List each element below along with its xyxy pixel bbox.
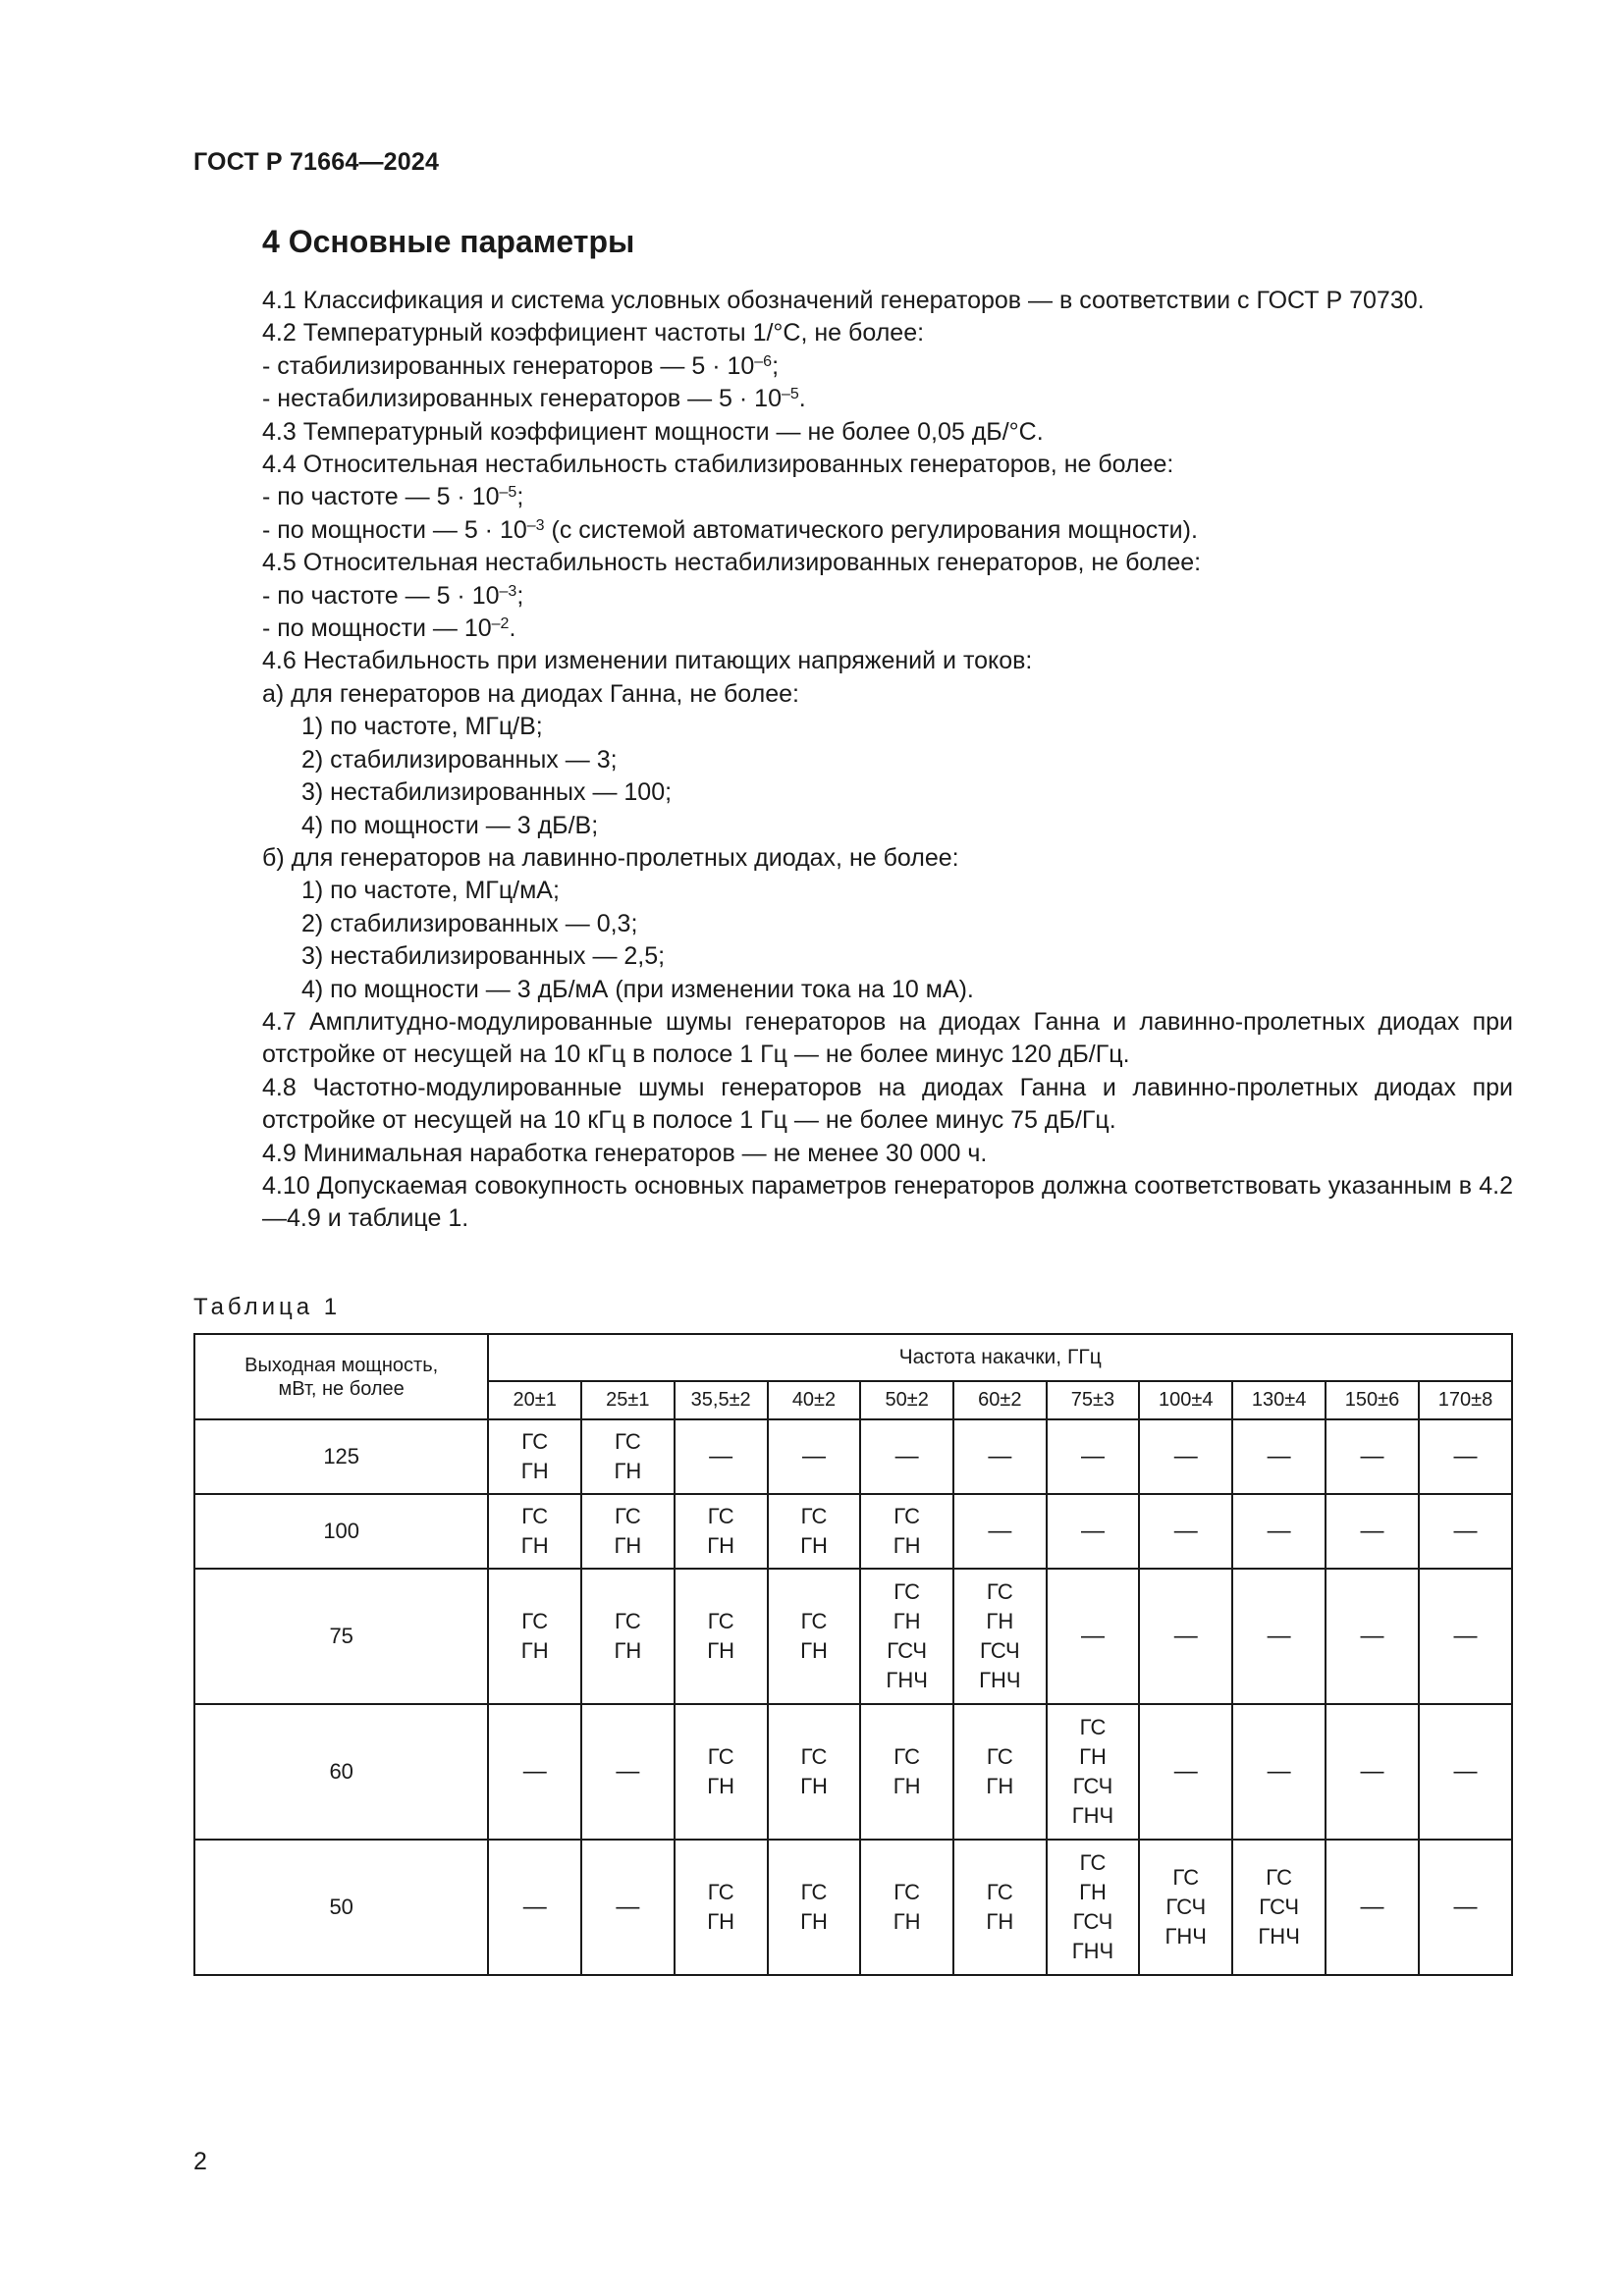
table-cell: [1047, 1569, 1140, 1704]
cell-content: [489, 1757, 580, 1787]
list-item: [193, 580, 1513, 613]
cell-content: [1326, 1622, 1418, 1651]
generator-code: ГН: [707, 1638, 735, 1663]
table-cell: [581, 1419, 675, 1494]
list-item-tail: (с системой автоматического регулирования мощности).: [544, 515, 1198, 544]
table-row: [194, 1569, 1512, 1704]
parameters-table: [193, 1333, 1513, 1976]
cell-content: [1140, 1622, 1231, 1651]
generator-code: ГН: [893, 1609, 921, 1633]
cell-content: [489, 1893, 580, 1922]
generator-code: ГС: [614, 1429, 641, 1454]
cell-content: [582, 1757, 674, 1787]
cell-content: [582, 1427, 674, 1486]
paragraph-4-10: 4.10 Допускаемая совокупность основных параметров генераторов должна соответствовать указанным в 4.2—4.9 и таблице 1.: [262, 1171, 1513, 1233]
generator-code: ГН: [614, 1459, 642, 1483]
generator-code: ГС: [893, 1504, 921, 1528]
generator-code: ГС: [893, 1579, 921, 1604]
group-header-cell: Частота накачки, ГГц: [488, 1334, 1512, 1381]
table-cell: [1419, 1569, 1512, 1704]
list-item: 4) по мощности — 3 дБ/В;: [301, 811, 599, 839]
cell-content: [489, 1607, 580, 1666]
table-cell: [581, 1840, 675, 1975]
generator-code: ГС: [986, 1579, 1013, 1604]
exponent: –2: [491, 615, 510, 633]
table-cell: [581, 1704, 675, 1840]
cell-content: [1326, 1757, 1418, 1787]
table-cell: [1419, 1494, 1512, 1569]
list-item: [193, 350, 1513, 383]
generator-code: ГН: [520, 1533, 549, 1558]
paragraph-4-9: 4.9 Минимальная наработка генераторов — не менее 30 000 ч.: [262, 1139, 988, 1167]
list-item-text: - стабилизированных генераторов — 5 · 10: [262, 351, 755, 380]
table-cell: [488, 1569, 581, 1704]
list-item: 3) нестабилизированных — 2,5;: [301, 942, 666, 971]
table-cell: [675, 1419, 768, 1494]
cell-content: [954, 1517, 1046, 1546]
table-cell: [860, 1419, 953, 1494]
generator-code: ГН: [800, 1533, 828, 1558]
paragraph-4-6: 4.6 Нестабильность при изменении питающих напряжений и токов:: [262, 647, 1033, 675]
table-cell: [675, 1840, 768, 1975]
generator-code: ГС: [614, 1504, 641, 1528]
generator-code: ГС: [707, 1744, 734, 1769]
cell-content: [954, 1878, 1046, 1937]
cell-content: [676, 1742, 767, 1801]
dash-mark: —: [1453, 1518, 1478, 1544]
dash-mark: —: [1360, 1758, 1384, 1785]
cell-content: [582, 1607, 674, 1666]
dash-mark: —: [1080, 1518, 1105, 1544]
cell-content: [1140, 1442, 1231, 1471]
table-body: [194, 1419, 1512, 1975]
cell-content: [1233, 1622, 1325, 1651]
page-number: 2: [193, 2148, 207, 2175]
table-cell: [953, 1569, 1047, 1704]
exponent: –3: [499, 582, 517, 600]
column-header: 35,5±2: [675, 1381, 768, 1419]
table-cell: [1232, 1494, 1326, 1569]
generator-code: ГС: [986, 1880, 1013, 1904]
column-header: 100±4: [1139, 1381, 1232, 1419]
dash-mark: —: [1360, 1894, 1384, 1920]
exponent: –6: [754, 352, 773, 370]
generator-code: ГН: [520, 1638, 549, 1663]
exponent: –5: [499, 484, 517, 502]
cell-content: [1048, 1517, 1139, 1546]
generator-code: ГН: [986, 1774, 1014, 1798]
table-cell: [675, 1494, 768, 1569]
generator-code: ГСЧ: [1072, 1909, 1113, 1934]
table-cell: [953, 1840, 1047, 1975]
table-cell: [860, 1569, 953, 1704]
exponent: –3: [526, 516, 545, 534]
table-cell: [1139, 1419, 1232, 1494]
power-cell: 60: [194, 1704, 488, 1840]
generator-code: ГН: [520, 1459, 549, 1483]
dash-mark: —: [616, 1758, 640, 1785]
generator-code: ГНЧ: [979, 1668, 1021, 1692]
table-cell: [1139, 1840, 1232, 1975]
cell-content: [1048, 1442, 1139, 1471]
table-cell: [1326, 1569, 1419, 1704]
generator-code: ГС: [800, 1744, 828, 1769]
cell-content: [861, 1878, 952, 1937]
list-item-tail: ;: [516, 483, 524, 511]
document-body: [193, 285, 1513, 1236]
cell-content: [1140, 1517, 1231, 1546]
cell-content: [676, 1607, 767, 1666]
table-cell: [1139, 1569, 1232, 1704]
table-cell: [1047, 1704, 1140, 1840]
cell-content: [1233, 1517, 1325, 1546]
paragraph-4-7: 4.7 Амплитудно-модулированные шумы генераторов на диодах Ганна и лавинно-пролетных диодах при отстройке от несущей на 10 кГц в полосе 1 Гц — не более минус 120 дБ/Гц.: [262, 1007, 1513, 1069]
generator-code: ГН: [800, 1774, 828, 1798]
table-cell: [1232, 1569, 1326, 1704]
document-code: ГОСТ Р 71664—2024: [193, 148, 440, 176]
generator-code: ГС: [893, 1880, 921, 1904]
table-cell: [1047, 1494, 1140, 1569]
generator-code: ГС: [800, 1504, 828, 1528]
paragraph-4-4: 4.4 Относительная нестабильность стабилизированных генераторов, не более:: [262, 451, 1174, 479]
dash-mark: —: [988, 1443, 1012, 1469]
cell-content: [1420, 1622, 1511, 1651]
dash-mark: —: [802, 1443, 826, 1469]
generator-code: ГС: [800, 1880, 828, 1904]
power-cell: 75: [194, 1569, 488, 1704]
generator-code: ГН: [893, 1774, 921, 1798]
list-item-tail: ;: [772, 351, 780, 380]
list-item-text: - по мощности — 5 · 10: [262, 515, 527, 544]
cell-content: [1326, 1517, 1418, 1546]
generator-code: ГСЧ: [979, 1638, 1020, 1663]
table-caption: Таблица 1: [193, 1294, 342, 1320]
table-cell: [1326, 1704, 1419, 1840]
table-cell: [768, 1840, 861, 1975]
generator-code: ГН: [614, 1533, 642, 1558]
list-item-tail: .: [798, 385, 806, 413]
cell-content: [861, 1742, 952, 1801]
list-item-text: - по частоте — 5 · 10: [262, 581, 500, 610]
cell-content: [861, 1577, 952, 1695]
generator-code: ГС: [707, 1504, 734, 1528]
dash-mark: —: [1453, 1443, 1478, 1469]
table-cell: [488, 1840, 581, 1975]
column-header: 25±1: [581, 1381, 675, 1419]
generator-code: ГСЧ: [887, 1638, 928, 1663]
cell-content: [1140, 1863, 1231, 1951]
list-item-text: - нестабилизированных генераторов — 5 · 10: [262, 385, 782, 413]
column-header: 170±8: [1419, 1381, 1512, 1419]
table-cell: [860, 1840, 953, 1975]
generator-code: ГН: [707, 1533, 735, 1558]
cell-content: [769, 1502, 860, 1561]
cell-content: [769, 1442, 860, 1471]
paragraph-4-1: 4.1 Классификация и система условных обозначений генераторов — в соответствии с ГОСТ Р 70730.: [262, 287, 1425, 314]
table-cell: [953, 1494, 1047, 1569]
list-item: 3) нестабилизированных — 100;: [301, 778, 673, 807]
generator-code: ГС: [1266, 1865, 1293, 1890]
generator-code: ГН: [800, 1638, 828, 1663]
generator-code: ГС: [614, 1609, 641, 1633]
table-cell: [768, 1704, 861, 1840]
table-cell: [860, 1704, 953, 1840]
column-header: 60±2: [953, 1381, 1047, 1419]
table-cell: [488, 1494, 581, 1569]
generator-code: ГСЧ: [1165, 1895, 1207, 1919]
generator-code: ГНЧ: [1071, 1939, 1114, 1963]
cell-content: [582, 1893, 674, 1922]
list-item: 2) стабилизированных — 0,3;: [301, 909, 638, 937]
dash-mark: —: [1360, 1623, 1384, 1649]
dash-mark: —: [1453, 1758, 1478, 1785]
column-header: 150±6: [1326, 1381, 1419, 1419]
dash-mark: —: [709, 1443, 733, 1469]
cell-content: [676, 1442, 767, 1471]
generator-code: ГНЧ: [1258, 1924, 1300, 1949]
dash-mark: —: [1360, 1518, 1384, 1544]
cell-content: [1420, 1757, 1511, 1787]
generator-code: ГНЧ: [1071, 1803, 1114, 1828]
dash-mark: —: [1453, 1894, 1478, 1920]
table-cell: [488, 1704, 581, 1840]
list-item: 1) по частоте, МГц/В;: [301, 713, 543, 741]
generator-code: ГС: [521, 1504, 549, 1528]
generator-code: ГС: [893, 1744, 921, 1769]
table-cell: [1232, 1704, 1326, 1840]
cell-content: [1048, 1622, 1139, 1651]
column-header: 40±2: [768, 1381, 861, 1419]
list-item-text: - по частоте — 5 · 10: [262, 483, 500, 511]
paragraph-4-5: 4.5 Относительная нестабильность нестабилизированных генераторов, не более:: [262, 549, 1202, 577]
table-cell: [1139, 1494, 1232, 1569]
table-cell: [1419, 1419, 1512, 1494]
cell-content: [1326, 1442, 1418, 1471]
table-cell: [1047, 1840, 1140, 1975]
paragraph-4-2: 4.2 Температурный коэффициент частоты 1/°C, не более:: [262, 319, 925, 347]
cell-content: [1420, 1442, 1511, 1471]
dash-mark: —: [894, 1443, 919, 1469]
list-item: [193, 481, 1513, 513]
generator-code: ГС: [521, 1609, 549, 1633]
cell-content: [1420, 1517, 1511, 1546]
generator-code: ГН: [707, 1774, 735, 1798]
generator-code: ГС: [1172, 1865, 1200, 1890]
power-cell: 100: [194, 1494, 488, 1569]
generator-code: ГН: [1079, 1744, 1107, 1769]
list-item: а) для генераторов на диодах Ганна, не более:: [262, 679, 799, 708]
table-cell: [1139, 1704, 1232, 1840]
generator-code: ГС: [707, 1880, 734, 1904]
column-header: 75±3: [1047, 1381, 1140, 1419]
dash-mark: —: [1173, 1758, 1198, 1785]
cell-content: [1048, 1848, 1139, 1966]
generator-code: ГН: [986, 1609, 1014, 1633]
list-item-tail: .: [509, 614, 516, 643]
cell-content: [861, 1502, 952, 1561]
cell-content: [1326, 1893, 1418, 1922]
generator-code: ГН: [893, 1533, 921, 1558]
cell-content: [769, 1607, 860, 1666]
column-header: 130±4: [1232, 1381, 1326, 1419]
dash-mark: —: [1453, 1623, 1478, 1649]
table-cell: [675, 1569, 768, 1704]
list-item: 1) по частоте, МГц/мА;: [301, 877, 560, 905]
generator-code: ГН: [800, 1909, 828, 1934]
cell-content: [769, 1742, 860, 1801]
column-header: 20±1: [488, 1381, 581, 1419]
dash-mark: —: [1267, 1443, 1291, 1469]
cell-content: [489, 1502, 580, 1561]
row-header-cell: [194, 1334, 488, 1419]
table-cell: [675, 1704, 768, 1840]
cell-content: [861, 1442, 952, 1471]
dash-mark: —: [1360, 1443, 1384, 1469]
paragraph-4-3: 4.3 Температурный коэффициент мощности — не более 0,05 дБ/°С.: [262, 417, 1044, 446]
table-cell: [1419, 1704, 1512, 1840]
table-cell: [768, 1494, 861, 1569]
row-header-label: Выходная мощность, мВт, не более: [244, 1354, 439, 1400]
table-row: [194, 1494, 1512, 1569]
generator-code: ГСЧ: [1072, 1774, 1113, 1798]
section-title: 4 Основные параметры: [262, 224, 635, 259]
dash-mark: —: [1267, 1518, 1291, 1544]
table-row: [194, 1840, 1512, 1975]
table-row: [194, 1704, 1512, 1840]
dash-mark: —: [522, 1894, 547, 1920]
dash-mark: —: [1267, 1758, 1291, 1785]
generator-code: ГС: [1079, 1715, 1107, 1739]
table-cell: [768, 1569, 861, 1704]
list-item: б) для генераторов на лавинно-пролетных диодах, не более:: [262, 843, 959, 872]
generator-code: ГС: [707, 1609, 734, 1633]
list-item: [193, 613, 1513, 645]
dash-mark: —: [1080, 1623, 1105, 1649]
cell-content: [1233, 1442, 1325, 1471]
table-cell: [1419, 1840, 1512, 1975]
cell-content: [489, 1427, 580, 1486]
table-cell: [1326, 1840, 1419, 1975]
generator-code: ГН: [707, 1909, 735, 1934]
cell-content: [1048, 1713, 1139, 1831]
list-item: [193, 383, 1513, 415]
generator-code: ГС: [521, 1429, 549, 1454]
power-cell: 125: [194, 1419, 488, 1494]
table-cell: [581, 1569, 675, 1704]
table-cell: [1232, 1419, 1326, 1494]
dash-mark: —: [522, 1758, 547, 1785]
dash-mark: —: [1080, 1443, 1105, 1469]
table-cell: [953, 1419, 1047, 1494]
dash-mark: —: [1267, 1623, 1291, 1649]
cell-content: [769, 1878, 860, 1937]
exponent: –5: [781, 386, 799, 403]
dash-mark: —: [1173, 1623, 1198, 1649]
generator-code: ГН: [893, 1909, 921, 1934]
list-item: [193, 514, 1513, 547]
cell-content: [676, 1502, 767, 1561]
dash-mark: —: [1173, 1518, 1198, 1544]
table-cell: [581, 1494, 675, 1569]
power-cell: 50: [194, 1840, 488, 1975]
table-row: [194, 1419, 1512, 1494]
cell-content: [1140, 1757, 1231, 1787]
cell-content: [1420, 1893, 1511, 1922]
table-cell: [488, 1419, 581, 1494]
table-cell: [1232, 1840, 1326, 1975]
table-cell: [1326, 1419, 1419, 1494]
paragraph-4-8: 4.8 Частотно-модулированные шумы генераторов на диодах Ганна и лавинно-пролетных диодах при отстройке от несущей на 10 кГц в полосе 1 Гц — не более минус 75 дБ/Гц.: [262, 1073, 1513, 1135]
generator-code: ГН: [986, 1909, 1014, 1934]
cell-content: [954, 1742, 1046, 1801]
dash-mark: —: [988, 1518, 1012, 1544]
generator-code: ГС: [800, 1609, 828, 1633]
table-cell: [860, 1494, 953, 1569]
table-cell: [1047, 1419, 1140, 1494]
list-item: 2) стабилизированных — 3;: [301, 745, 618, 774]
generator-code: ГН: [614, 1638, 642, 1663]
column-header: 50±2: [860, 1381, 953, 1419]
list-item-tail: ;: [516, 581, 524, 610]
list-item: 4) по мощности — 3 дБ/мА (при изменении тока на 10 мА).: [301, 975, 974, 1003]
table-cell: [1326, 1494, 1419, 1569]
cell-content: [954, 1577, 1046, 1695]
cell-content: [954, 1442, 1046, 1471]
generator-code: ГСЧ: [1259, 1895, 1299, 1919]
dash-mark: —: [1173, 1443, 1198, 1469]
generator-code: ГНЧ: [886, 1668, 928, 1692]
generator-code: ГС: [986, 1744, 1013, 1769]
cell-content: [1233, 1757, 1325, 1787]
table-cell: [953, 1704, 1047, 1840]
generator-code: ГНЧ: [1164, 1924, 1207, 1949]
dash-mark: —: [616, 1894, 640, 1920]
cell-content: [1233, 1863, 1325, 1951]
table-cell: [768, 1419, 861, 1494]
cell-content: [582, 1502, 674, 1561]
cell-content: [676, 1878, 767, 1937]
list-item-text: - по мощности — 10: [262, 614, 492, 643]
generator-code: ГН: [1079, 1880, 1107, 1904]
generator-code: ГС: [1079, 1850, 1107, 1875]
